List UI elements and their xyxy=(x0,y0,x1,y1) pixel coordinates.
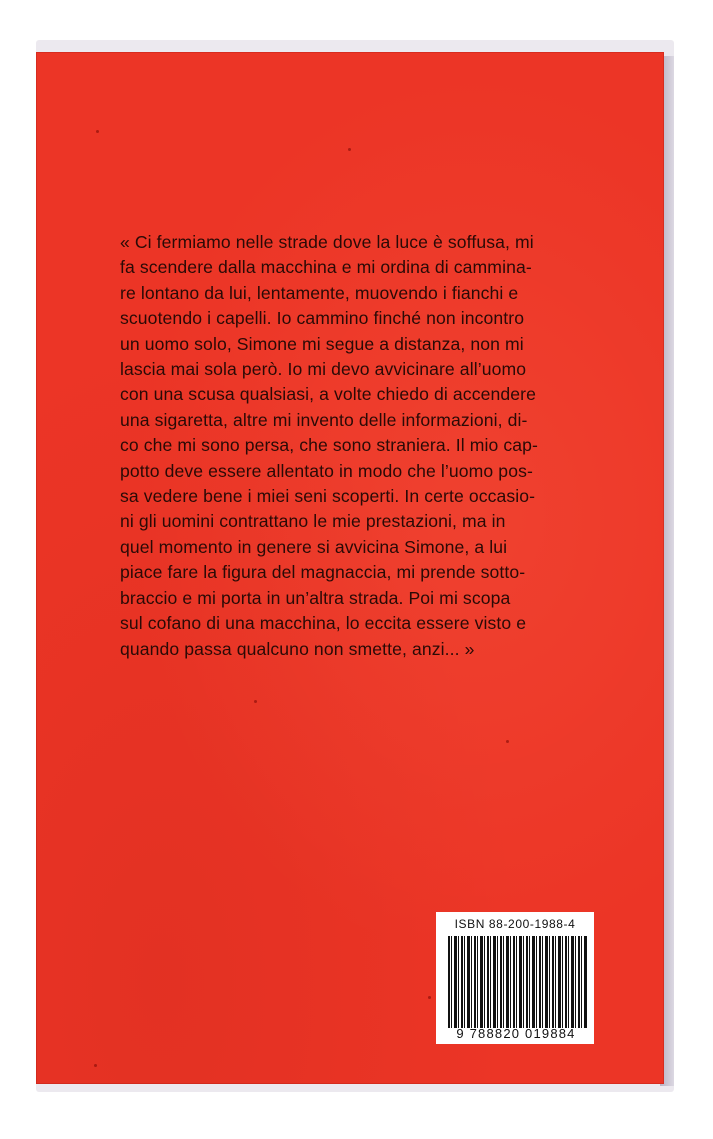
blurb-line: re lontano da lui, lentamente, muovendo i fianchi e xyxy=(120,282,519,303)
cover-speck xyxy=(506,740,509,743)
blurb-line: ni gli uomini contrattano le mie prestazioni, ma in xyxy=(120,511,506,532)
isbn-barcode xyxy=(436,912,594,1044)
ean-digits: 9 788820 019884 xyxy=(456,1026,576,1041)
blurb-line: una sigaretta, altre mi invento delle informazioni, di- xyxy=(120,409,528,430)
blurb-line: un uomo solo, Simone mi segue a distanza, non mi xyxy=(120,333,524,354)
barcode-bars xyxy=(448,936,588,1028)
blurb-line: lascia mai sola però. Io mi devo avvicinare all’uomo xyxy=(120,359,527,380)
blurb-line: « Ci fermiamo nelle strade dove la luce è soffusa, mi xyxy=(120,232,534,252)
blurb-line: fa scendere dalla macchina e mi ordina di cammina- xyxy=(120,257,532,278)
blurb-line: braccio e mi porta in un’altra strada. Poi mi scopa xyxy=(120,587,511,608)
blurb-line: quando passa qualcuno non smette, anzi... » xyxy=(120,638,475,659)
blurb-line: sul cofano di una macchina, lo eccita essere visto e xyxy=(120,613,527,634)
cover-speck xyxy=(428,996,431,999)
blurb-line: quel momento in genere si avvicina Simone, a lui xyxy=(120,536,508,557)
back-cover-blurb xyxy=(120,230,592,662)
blurb-line: con una scusa qualsiasi, a volte chiedo di accendere xyxy=(120,384,536,405)
blurb-line: sa vedere bene i miei seni scoperti. In certe occasio- xyxy=(120,486,536,507)
cover-speck xyxy=(96,130,99,133)
isbn-label: ISBN 88-200-1988-4 xyxy=(454,917,576,931)
blurb-line: piace fare la figura del magnaccia, mi prende sotto- xyxy=(120,562,526,583)
cover-speck xyxy=(254,700,257,703)
cover-speck xyxy=(348,148,351,151)
blurb-line: potto deve essere allentato in modo che l’uomo pos- xyxy=(120,460,533,481)
blurb-line: co che mi sono persa, che sono straniera. Il mio cap- xyxy=(120,435,538,456)
cover-speck xyxy=(94,1064,97,1067)
blurb-line: scuotendo i capelli. Io cammino finché non incontro xyxy=(120,308,525,329)
